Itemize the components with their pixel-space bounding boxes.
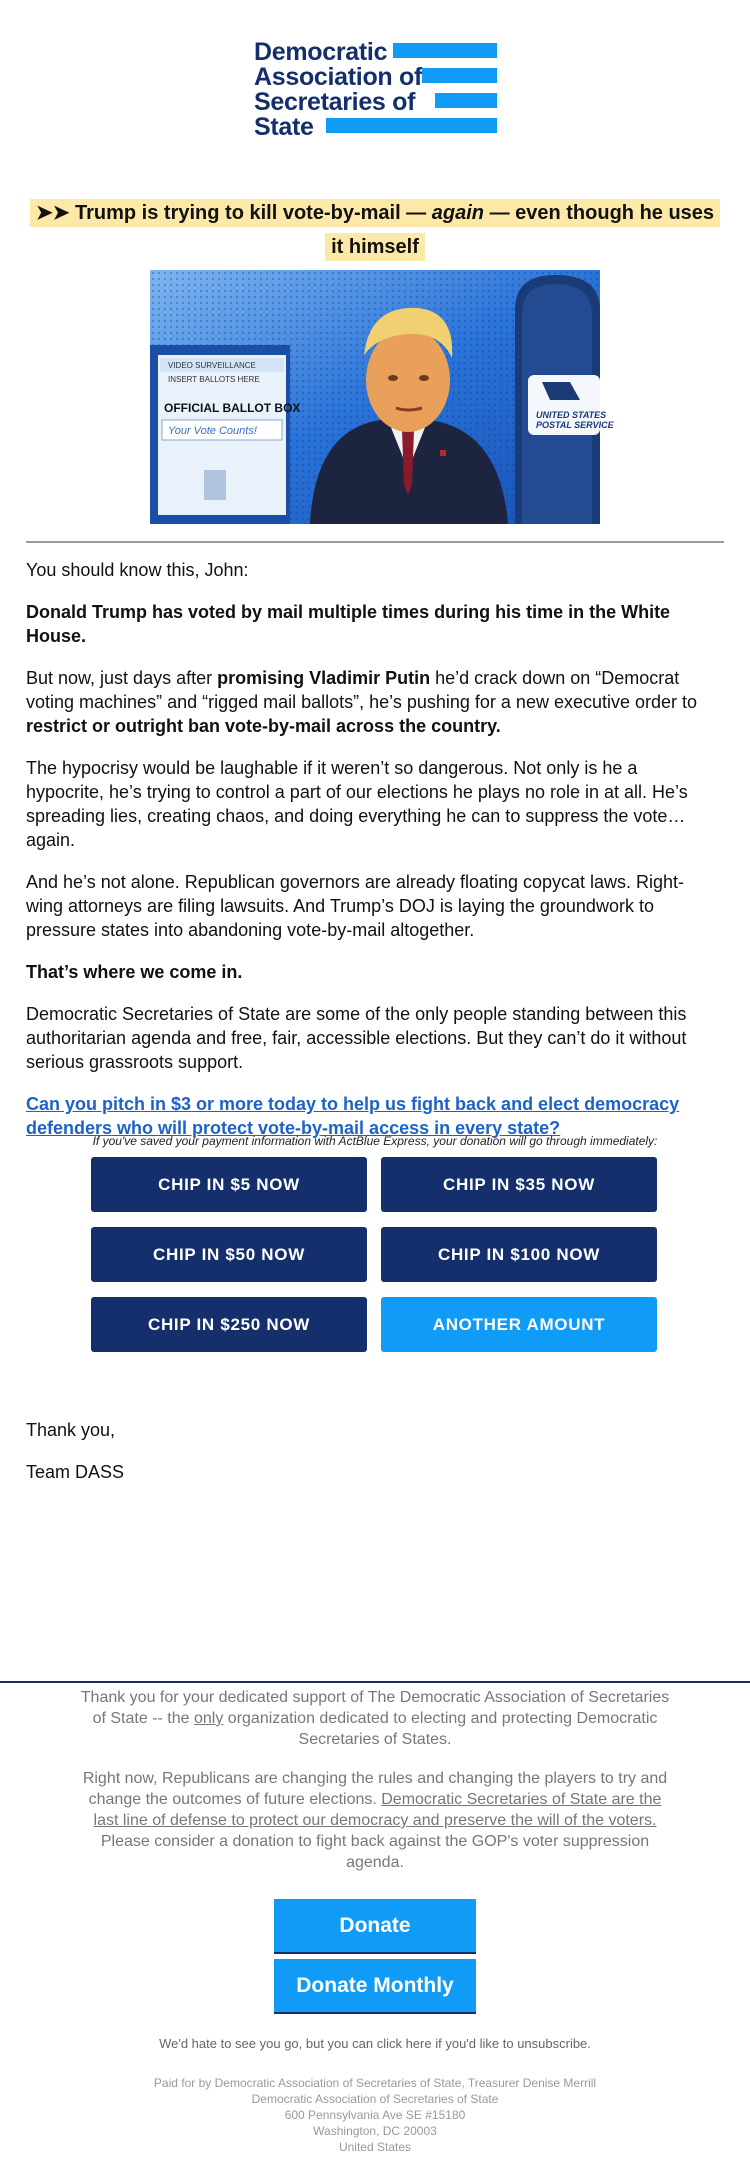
- dass-logo[interactable]: [254, 40, 497, 140]
- mailbox-line-2: POSTAL SERVICE: [536, 420, 614, 430]
- headline-arrows-icon: ➤➤: [35, 202, 70, 224]
- signoff-thanks: Thank you,: [26, 1420, 116, 1440]
- ballot-box-title: OFFICIAL BALLOT BOX: [164, 401, 301, 415]
- address-line-2: Washington, DC 20003: [313, 2124, 437, 2138]
- logo-line-2: Association of: [254, 63, 423, 91]
- pitch-in-link[interactable]: Can you pitch in $3 or more today to help us fight back and elect democracy defenders who will protect vote-by-mail access in every state?: [26, 1094, 680, 1138]
- logo-line-1: Democratic: [254, 38, 388, 66]
- ballot-box-insert: INSERT BALLOTS HERE: [168, 375, 260, 384]
- footer: [80, 1687, 670, 1891]
- another-amount-button[interactable]: ANOTHER AMOUNT: [381, 1297, 657, 1352]
- greeting: You should know this, John:: [26, 560, 249, 580]
- hero-illustration: [150, 270, 614, 524]
- address-line-1: 600 Pennsylvania Ave SE #15180: [284, 2108, 466, 2122]
- chip-in-50-button[interactable]: CHIP IN $50 NOW: [91, 1227, 367, 1282]
- logo-bar-2: [422, 68, 497, 83]
- ballot-box-sub: Your Vote Counts!: [168, 425, 257, 437]
- logo-line-4: State: [254, 113, 314, 141]
- paragraph-2: But now, just days after promising Vladimir Putin he’d crack down on “Democrat voting machines” and “rigged mail ballots”, he’s pushing for a new executive order to restrict or outright ban vote-by-mail across the country.: [26, 668, 698, 736]
- hero-image[interactable]: [150, 270, 614, 524]
- paid-for-line: Paid for by Democratic Association of Secretaries of State, Treasurer Denise Merrill: [153, 2076, 597, 2090]
- paid-for-disclaimer: [26, 2075, 724, 2155]
- ballot-box-surveillance: VIDEO SURVEILLANCE: [168, 361, 256, 370]
- footer-paragraph-2: Right now, Republicans are changing the rules and changing the players to try and change the outcomes of future elections. Democratic Secretaries of State are the last line of defense to protect our democracy and preserve the will of the voters. Please consider a donation to fight back against the GOP's voter suppression agenda.: [82, 1770, 668, 1871]
- headline: ➤➤ Trump is trying to kill vote-by-mail — again — even though he uses it himself: [28, 196, 722, 264]
- chip-in-5-button[interactable]: CHIP IN $5 NOW: [91, 1157, 367, 1212]
- logo-line-3: Secretaries of: [254, 88, 416, 116]
- ballot-box: [150, 345, 300, 524]
- footer-last-line-link[interactable]: Democratic Secretaries of State are the last line of defense to protect our democracy and preserve the will of the voters.: [93, 1791, 662, 1829]
- org-name-line: Democratic Association of Secretaries of State: [251, 2092, 499, 2106]
- signoff-team: Team DASS: [26, 1462, 125, 1482]
- actblue-express-note: If you've saved your payment information with ActBlue Express, your donation will go through immediately:: [92, 1134, 658, 1148]
- chip-in-250-button[interactable]: CHIP IN $250 NOW: [91, 1297, 367, 1352]
- logo-bar-3: [435, 93, 497, 108]
- logo-bar-4: [326, 118, 497, 133]
- mailbox-line-1: UNITED STATES: [536, 410, 607, 420]
- chip-in-35-button[interactable]: CHIP IN $35 NOW: [381, 1157, 657, 1212]
- paragraph-5: That’s where we come in.: [26, 962, 243, 982]
- section-divider: [26, 541, 724, 543]
- paragraph-6: Democratic Secretaries of State are some of the only people standing between this authoritarian agenda and free, fair, accessible elections. But they can’t do it without serious grassroots support.: [26, 1004, 687, 1072]
- paragraph-3: The hypocrisy would be laughable if it weren’t so dangerous. Not only is he a hypocrite, he’s trying to control a part of our elections he plays no role in at all. He’s spreading lies, creating chaos, and doing everything he can to suppress the vote… again.: [26, 758, 688, 850]
- paragraph-4: And he’s not alone. Republican governors are already floating copycat laws. Right-wing attorneys are filing lawsuits. And Trump’s DOJ is laying the groundwork to pressure states into abandoning vote-by-mail altogether.: [26, 872, 685, 940]
- email-body: [26, 558, 720, 1158]
- footer-paragraph-1: Thank you for your dedicated support of The Democratic Association of Secretaries of State -- the only organization dedicated to electing and protecting Democratic Secretaries of States.: [80, 1689, 670, 1748]
- unsubscribe-text[interactable]: We'd hate to see you go, but you can click here if you'd like to unsubscribe.: [159, 2036, 591, 2051]
- address-country: United States: [338, 2140, 412, 2154]
- paragraph-1: Donald Trump has voted by mail multiple times during his time in the White House.: [26, 602, 671, 646]
- chip-in-100-button[interactable]: CHIP IN $100 NOW: [381, 1227, 657, 1282]
- donate-button[interactable]: Donate: [274, 1899, 476, 1954]
- footer-divider: [0, 1681, 750, 1683]
- usps-mailbox: [515, 275, 615, 524]
- logo-bar-1: [393, 43, 497, 58]
- donate-monthly-button[interactable]: Donate Monthly: [274, 1959, 476, 2014]
- signoff: [26, 1418, 124, 1502]
